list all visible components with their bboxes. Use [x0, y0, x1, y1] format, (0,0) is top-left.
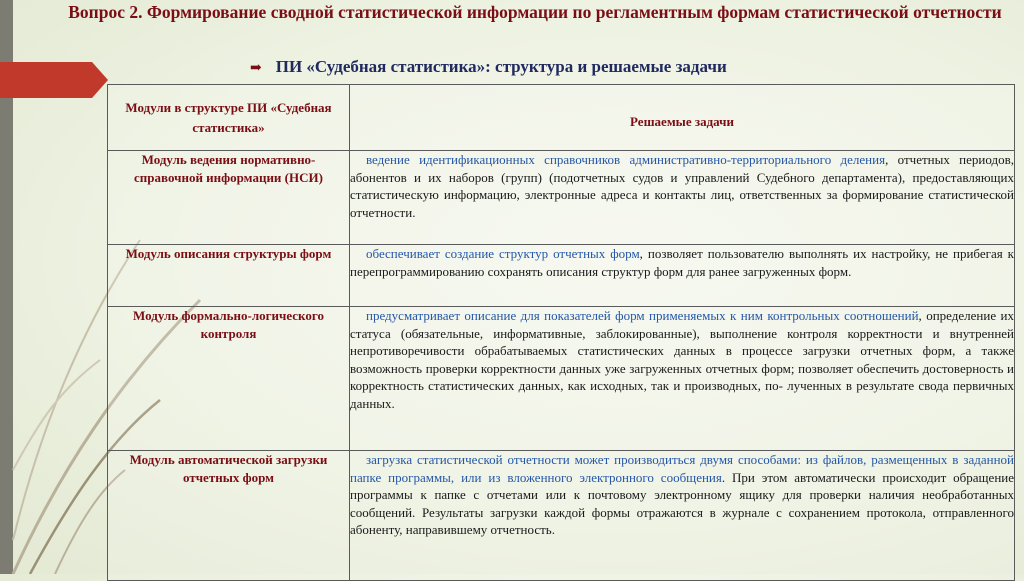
- table-row: [108, 245, 1015, 307]
- module-tasks: [350, 245, 1015, 307]
- table-header-row: [108, 85, 1015, 151]
- task-highlight: предусматривает описание для показателей форм применяемых к ним контрольных соотношений: [366, 308, 919, 323]
- task-text: . При этом автоматически происходит обращение программы к папке с отчетами или к почтовому электронному ящику для проверки наличия необработанных сообщений. Результаты загрузки каждой формы отражаются в журнале с сохранением протокола, отправленного абоненту, направившему отчетность.: [350, 469, 1015, 537]
- header-tasks: Решаемые задачи: [350, 85, 1015, 151]
- task-highlight: ведение идентификационных справочников административно-территориального деления: [366, 152, 886, 167]
- task-highlight: загрузка статистической отчетности может производиться двумя способами: из файлов, размещенных в заданной папке программы, или из вложенного электронного сообщения: [350, 452, 1014, 485]
- arrow-bullet-icon: ➡: [250, 61, 262, 76]
- red-arrow-shape: [0, 62, 110, 98]
- module-name: Модуль описания структуры форм: [108, 245, 350, 307]
- slide-title: Вопрос 2. Формирование сводной статистической информации по регламентным формам статистической отчетности: [68, 2, 1002, 22]
- task-text: , позволяет пользователю выполнять их настройку, не прибегая к перепрограммированию сохранять описания структур форм для ранее загруженных форм.: [350, 246, 1014, 279]
- slide-subtitle: [250, 56, 950, 80]
- module-tasks: [350, 307, 1015, 451]
- table-row: [108, 451, 1015, 581]
- task-text: , отчетных периодов, абонентов и их наборов (групп) (подотчетных судов и управлений Судебного департамента), предоставляющих статистическую информацию, электронные адреса и контакты лиц, ответственных за формирование статистической отчетности.: [350, 152, 1014, 220]
- subtitle-text: ПИ «Судебная статистика»: структура и решаемые задачи: [275, 57, 727, 76]
- module-name: Модуль автоматической загрузки отчетных форм: [108, 451, 350, 581]
- task-highlight: обеспечивает создание структур отчетных форм: [366, 246, 640, 261]
- table-row: [108, 151, 1015, 245]
- module-name: Модуль ведения нормативно-справочной информации (НСИ): [108, 151, 350, 245]
- module-tasks: [350, 151, 1015, 245]
- module-tasks: [350, 451, 1015, 581]
- header-modules: Модули в структуре ПИ «Судебная статистика»: [108, 85, 350, 151]
- table-row: [108, 307, 1015, 451]
- task-text: , определение их статуса (обязательные, информативные, заблокированные), выполнение контроля корректности и внутренней непротиворечивости обрабатываемых статистических данных в процессе загрузки отчетных форм, а также возможность проверки корректности данных уже загруженных отчетных форм; позволяет обеспечить достоверность и корректность статистических данных, как исходных, так и производных, по- лученных в результате свода первичных данных.: [350, 308, 1014, 411]
- modules-table: [107, 84, 1015, 581]
- module-name: Модуль формально-логического контроля: [108, 307, 350, 451]
